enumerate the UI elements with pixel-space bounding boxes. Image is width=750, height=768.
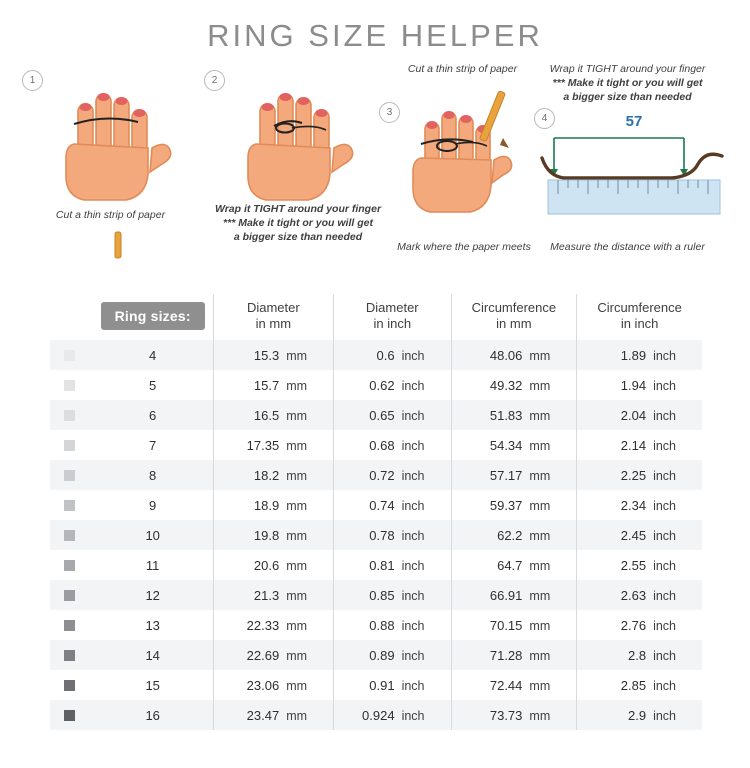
cell-diameter-inch [334,460,451,490]
size-swatch-icon [64,500,75,511]
cell-circumference-inch [577,610,702,640]
row-swatch-cell [50,460,93,490]
cell-circumference-mm-value: 57.17 [489,467,523,483]
header-diameter-inch-line1: Diameter [365,300,419,315]
cell-ring-size: 11 [93,550,213,580]
cell-circumference-mm [451,430,577,460]
cell-circumference-mm-unit: mm [529,588,551,603]
cell-diameter-inch-unit: inch [401,438,425,453]
cell-circumference-inch-unit: inch [653,468,676,483]
row-swatch-cell [50,610,93,640]
cell-diameter-inch-value: 0.91 [369,677,395,693]
step-4-caption-top-line-2: *** Make it tight or you will get [552,77,703,89]
cell-diameter-mm [213,490,333,520]
cell-diameter-inch-value: 0.78 [369,527,395,543]
cell-ring-size: 14 [93,640,213,670]
cell-diameter-mm-value: 16.5 [253,407,280,423]
size-swatch-icon [64,380,75,391]
cell-circumference-inch-unit: inch [653,648,676,663]
cell-diameter-mm-value: 18.9 [253,497,280,513]
cell-diameter-inch-unit: inch [401,678,425,693]
header-diameter-mm-line2: in mm [255,316,292,331]
table-row [50,490,702,520]
step-2 [200,70,390,260]
table-header [50,294,702,340]
header-ring-sizes [93,294,213,340]
row-swatch-cell [50,520,93,550]
cell-circumference-inch-value: 2.63 [620,587,647,603]
cell-ring-size: 12 [93,580,213,610]
cell-circumference-mm-unit: mm [529,438,551,453]
cell-circumference-mm-value: 54.34 [489,437,523,453]
cell-diameter-inch [334,370,451,400]
cell-circumference-inch-value: 2.9 [627,707,647,723]
paper-strip-icon [110,230,126,260]
cell-diameter-mm-unit: mm [286,708,308,723]
header-circumference-mm [451,294,577,340]
cell-circumference-mm-unit: mm [529,408,551,423]
row-swatch-cell [50,640,93,670]
cell-circumference-inch [577,550,702,580]
cell-diameter-inch-value: 0.72 [369,467,395,483]
header-diameter-mm [213,294,333,340]
cell-circumference-mm-value: 51.83 [489,407,523,423]
size-swatch-icon [64,620,75,631]
cell-diameter-mm-unit: mm [286,588,308,603]
cell-circumference-mm-value: 49.32 [489,377,523,393]
cell-circumference-inch [577,670,702,700]
cell-circumference-mm-value: 66.91 [489,587,523,603]
size-swatch-icon [64,350,75,361]
cell-circumference-inch-unit: inch [653,438,676,453]
step-1-caption [18,208,203,222]
table-row [50,370,702,400]
cell-circumference-mm-value: 48.06 [489,347,523,363]
cell-circumference-inch [577,490,702,520]
cell-diameter-inch [334,610,451,640]
size-swatch-icon [64,650,75,661]
cell-diameter-mm [213,610,333,640]
size-swatch-icon [64,590,75,601]
cell-diameter-inch-unit: inch [401,348,425,363]
table-row [50,400,702,430]
cell-diameter-mm-unit: mm [286,618,308,633]
cell-ring-size: 8 [93,460,213,490]
cell-diameter-mm [213,370,333,400]
cell-ring-size: 5 [93,370,213,400]
cell-circumference-mm-unit: mm [529,558,551,573]
cell-circumference-mm-unit: mm [529,708,551,723]
step-4-caption [520,240,735,254]
cell-circumference-inch-unit: inch [653,498,676,513]
cell-diameter-inch [334,670,451,700]
step-4-caption-top-line-1: Wrap it TIGHT around your finger [549,63,706,75]
size-swatch-icon [64,680,75,691]
cell-circumference-mm [451,520,577,550]
cell-diameter-mm [213,430,333,460]
cell-circumference-mm [451,640,577,670]
row-swatch-cell [50,580,93,610]
cell-diameter-mm-unit: mm [286,378,308,393]
cell-circumference-mm [451,610,577,640]
cell-circumference-mm-value: 72.44 [489,677,523,693]
cell-diameter-inch-value: 0.85 [369,587,395,603]
cell-circumference-mm-value: 59.37 [489,497,523,513]
cell-diameter-mm-value: 21.3 [253,587,280,603]
cell-circumference-mm [451,580,577,610]
ring-size-table-wrap [50,294,702,730]
cell-diameter-mm-value: 19.8 [253,527,280,543]
row-swatch-cell [50,490,93,520]
cell-diameter-mm [213,340,333,370]
cell-diameter-mm-unit: mm [286,678,308,693]
cell-circumference-inch-unit: inch [653,348,676,363]
cell-circumference-mm-unit: mm [529,648,551,663]
cell-circumference-inch-value: 2.55 [620,557,647,573]
cell-circumference-inch-value: 2.34 [620,497,647,513]
cell-circumference-inch [577,700,702,730]
row-swatch-cell [50,700,93,730]
cell-circumference-inch-unit: inch [653,588,676,603]
cell-circumference-mm [451,490,577,520]
step-2-badge: 2 [204,70,225,91]
cell-diameter-inch [334,340,451,370]
page-title: RING SIZE HELPER [207,18,543,53]
row-swatch-cell [50,670,93,700]
cell-circumference-inch [577,520,702,550]
cell-diameter-mm [213,550,333,580]
cell-diameter-inch-value: 0.68 [369,437,395,453]
cell-diameter-inch-unit: inch [401,378,425,393]
cell-circumference-inch-value: 2.85 [620,677,647,693]
cell-circumference-mm-value: 64.7 [497,557,523,573]
row-swatch-cell [50,550,93,580]
cell-ring-size: 9 [93,490,213,520]
cell-diameter-inch [334,700,451,730]
cell-diameter-mm-unit: mm [286,468,308,483]
step-1-badge: 1 [22,70,43,91]
step-4-caption-top [520,62,735,104]
step-4-caption-top-line-3: a bigger size than needed [563,91,692,103]
cell-circumference-inch-unit: inch [653,618,676,633]
cell-diameter-mm [213,460,333,490]
cell-diameter-inch-value: 0.74 [369,497,395,513]
row-swatch-cell [50,430,93,460]
cell-diameter-inch-unit: inch [401,558,425,573]
header-swatch [50,294,93,340]
cell-circumference-inch-value: 1.89 [620,347,647,363]
step-2-caption-line-3: a bigger size than needed [233,231,363,243]
hand-with-paper-strip-icon [48,82,188,210]
cell-circumference-inch-unit: inch [653,528,676,543]
cell-circumference-inch-unit: inch [653,558,676,573]
cell-circumference-mm-unit: mm [529,678,551,693]
size-swatch-icon [64,530,75,541]
cell-circumference-mm [451,340,577,370]
table-row [50,580,702,610]
cell-diameter-mm-value: 18.2 [253,467,280,483]
header-circumference-mm-line1: Circumference [471,300,557,315]
header-circumference-inch-line1: Circumference [597,300,682,315]
cell-circumference-mm [451,400,577,430]
cell-diameter-mm-unit: mm [286,348,308,363]
table-row [50,670,702,700]
step-2-caption-line-2: *** Make it tight or you will get [223,217,373,229]
cell-diameter-inch-unit: inch [401,498,425,513]
cell-ring-size: 16 [93,700,213,730]
table-row [50,550,702,580]
cell-circumference-inch [577,430,702,460]
cell-circumference-mm [451,370,577,400]
cell-circumference-inch-unit: inch [653,408,676,423]
cell-diameter-mm-value: 20.6 [253,557,280,573]
cell-circumference-inch [577,340,702,370]
cell-diameter-mm [213,580,333,610]
table-row [50,460,702,490]
cell-diameter-inch-value: 0.65 [369,407,395,423]
size-swatch-icon [64,560,75,571]
cell-diameter-inch-unit: inch [401,408,425,423]
cell-circumference-mm [451,670,577,700]
cell-circumference-mm-value: 71.28 [489,647,523,663]
paper-strip-on-ruler-icon [534,110,734,222]
cell-diameter-inch-value: 0.62 [369,377,395,393]
step-2-caption-line-1: Wrap it TIGHT around your finger [214,203,382,215]
step-1-caption-line-1: Cut a thin strip of paper [55,209,166,221]
cell-diameter-mm-unit: mm [286,438,308,453]
cell-diameter-inch [334,580,451,610]
header-diameter-inch [334,294,451,340]
cell-diameter-inch-unit: inch [401,528,425,543]
header-ring-sizes-label: Ring sizes: [101,302,205,330]
table-row [50,700,702,730]
cell-circumference-inch-value: 2.8 [627,647,647,663]
cell-circumference-mm-unit: mm [529,618,551,633]
cell-circumference-mm-unit: mm [529,498,551,513]
cell-circumference-mm [451,700,577,730]
header-circumference-inch [577,294,702,340]
cell-diameter-mm-value: 23.47 [246,707,280,723]
step-4-caption-line-1: Measure the distance with a ruler [550,241,705,253]
cell-ring-size: 6 [93,400,213,430]
header-circumference-inch-line2: in inch [620,316,659,331]
cell-circumference-mm-unit: mm [529,378,551,393]
cell-diameter-mm-unit: mm [286,558,308,573]
cell-circumference-inch-value: 2.45 [620,527,647,543]
row-swatch-cell [50,400,93,430]
cell-circumference-inch-value: 1.94 [620,377,647,393]
cell-diameter-inch [334,640,451,670]
cell-diameter-mm-unit: mm [286,648,308,663]
header-diameter-inch-line2: in inch [373,316,412,331]
cell-circumference-inch-value: 2.04 [620,407,647,423]
cell-diameter-inch-unit: inch [401,648,425,663]
cell-circumference-inch-value: 2.14 [620,437,647,453]
row-swatch-cell [50,340,93,370]
cell-circumference-mm-unit: mm [529,468,551,483]
cell-circumference-inch-value: 2.76 [620,617,647,633]
cell-circumference-inch [577,400,702,430]
cell-diameter-mm-unit: mm [286,528,308,543]
cell-diameter-inch-value: 0.6 [376,347,395,363]
cell-diameter-inch-value: 0.924 [362,707,395,723]
cell-diameter-inch-value: 0.81 [369,557,395,573]
size-swatch-icon [64,470,75,481]
header-circumference-mm-line2: in mm [496,316,532,331]
step-2-caption [200,202,396,244]
row-swatch-cell [50,370,93,400]
cell-diameter-inch-value: 0.89 [369,647,395,663]
cell-diameter-inch-unit: inch [401,468,425,483]
cell-circumference-inch [577,370,702,400]
cell-diameter-mm-value: 15.3 [253,347,280,363]
cell-diameter-inch-unit: inch [401,618,425,633]
cell-diameter-inch-unit: inch [401,588,425,603]
cell-diameter-inch [334,400,451,430]
cell-diameter-mm [213,520,333,550]
cell-diameter-mm [213,670,333,700]
step-4 [520,62,735,260]
step-3-badge: 3 [379,102,400,123]
cell-circumference-mm-unit: mm [529,348,551,363]
cell-ring-size: 15 [93,670,213,700]
cell-diameter-mm-value: 17.35 [246,437,280,453]
table-row [50,640,702,670]
header-diameter-mm-line1: Diameter [246,300,300,315]
table-row [50,610,702,640]
cell-diameter-mm-value: 22.33 [246,617,280,633]
cell-circumference-mm-value: 62.2 [497,527,523,543]
cell-ring-size: 13 [93,610,213,640]
ring-size-helper-page [0,18,750,768]
cell-diameter-inch [334,520,451,550]
steps-section [0,62,750,260]
size-swatch-icon [64,440,75,451]
table-row [50,340,702,370]
table-row [50,430,702,460]
measurement-value: 57 [625,113,643,130]
cell-circumference-inch [577,580,702,610]
hand-wrapping-paper-icon [230,82,375,210]
cell-circumference-mm [451,550,577,580]
cell-circumference-inch [577,460,702,490]
table-row [50,520,702,550]
cell-diameter-mm [213,700,333,730]
step-1 [18,70,203,260]
cell-diameter-mm-value: 22.69 [246,647,280,663]
cell-diameter-inch [334,430,451,460]
size-swatch-icon [64,410,75,421]
ring-size-table [50,294,702,730]
cell-diameter-inch-unit: inch [401,708,425,723]
cell-circumference-mm-value: 73.73 [489,707,523,723]
cell-ring-size: 10 [93,520,213,550]
cell-circumference-mm [451,460,577,490]
step-3-caption-line-1: Mark where the paper meets [397,241,531,253]
cell-diameter-mm-unit: mm [286,498,308,513]
cell-circumference-inch-value: 2.25 [620,467,647,483]
cell-circumference-mm-value: 70.15 [489,617,523,633]
step-3-caption-top-line: Cut a thin strip of paper [407,63,518,75]
size-swatch-icon [64,710,75,721]
cell-circumference-mm-unit: mm [529,528,551,543]
cell-diameter-mm [213,640,333,670]
cell-diameter-inch-value: 0.88 [369,617,395,633]
step-4-badge: 4 [534,108,555,129]
cell-diameter-inch [334,490,451,520]
cell-diameter-mm [213,400,333,430]
cell-diameter-mm-value: 23.06 [246,677,280,693]
cell-circumference-inch [577,640,702,670]
cell-circumference-inch-unit: inch [653,678,676,693]
cell-diameter-mm-value: 15.7 [253,377,280,393]
cell-diameter-mm-unit: mm [286,408,308,423]
table-body [50,340,702,730]
cell-circumference-inch-unit: inch [653,378,676,393]
cell-circumference-inch-unit: inch [653,708,676,723]
cell-ring-size: 4 [93,340,213,370]
cell-ring-size: 7 [93,430,213,460]
cell-diameter-inch [334,550,451,580]
